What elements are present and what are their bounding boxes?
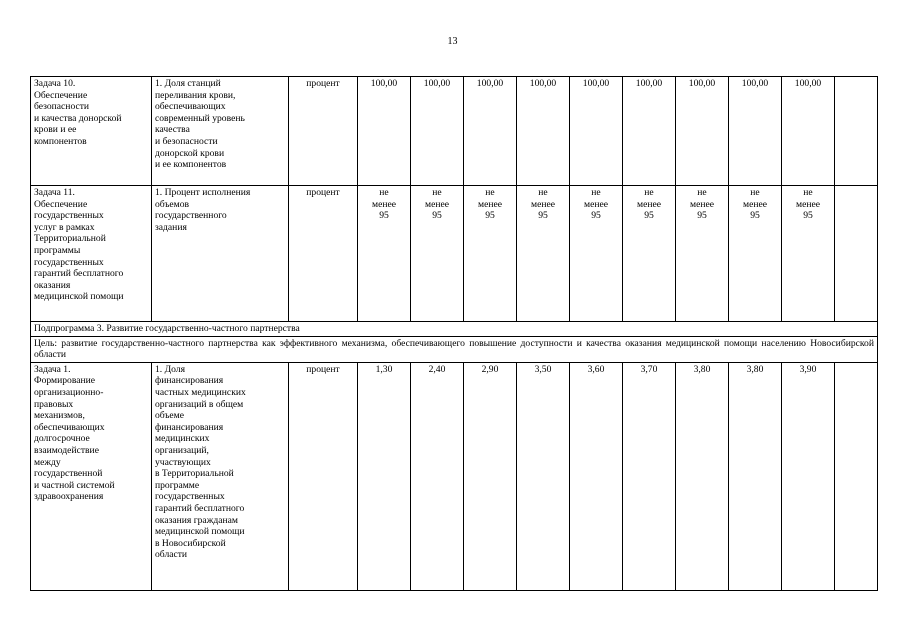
value-cell: 3,90 <box>782 362 835 590</box>
value-cell: 100,00 <box>782 77 835 186</box>
goal-text: Цель: развитие государственно-частного партнерства как эффективного механизма, обеспечивающего повышение доступности и качества оказания медицинской помощи населению Новосибирской области <box>31 336 878 362</box>
value-cell: не менее 95 <box>729 186 782 322</box>
task-cell: Задача 1. Формирование организационно- правовых механизмов, обеспечивающих долгосрочное взаимодействие между государственной и частной системой здравоохранения <box>31 362 152 590</box>
unit-cell: процент <box>289 77 358 186</box>
value-cell: 100,00 <box>729 77 782 186</box>
value-cell: 3,50 <box>517 362 570 590</box>
task-cell: Задача 11. Обеспечение государственных услуг в рамках Территориальной программы государственных гарантий бесплатного оказания медицинской помощи <box>31 186 152 322</box>
value-cell: 100,00 <box>358 77 411 186</box>
indicator-cell: 1. Процент исполнения объемов государственного задания <box>152 186 289 322</box>
indicator-cell: 1. Доля станций переливания крови, обеспечивающих современный уровень качества и безопасности донорской крови и ее компонентов <box>152 77 289 186</box>
value-cell: 3,80 <box>729 362 782 590</box>
table-row <box>31 186 878 322</box>
value-cell: 2,40 <box>411 362 464 590</box>
subprogram-title: Подпрограмма 3. Развитие государственно-частного партнерства <box>31 322 878 337</box>
value-cell: 100,00 <box>517 77 570 186</box>
value-cell: не менее 95 <box>358 186 411 322</box>
subprogram-row <box>31 322 878 337</box>
value-cell: не менее 95 <box>464 186 517 322</box>
table-row <box>31 77 878 186</box>
value-cell: не менее 95 <box>570 186 623 322</box>
task-cell: Задача 10. Обеспечение безопасности и качества донорской крови и ее компонентов <box>31 77 152 186</box>
unit-cell: процент <box>289 186 358 322</box>
empty-cell <box>835 362 878 590</box>
value-cell: 100,00 <box>411 77 464 186</box>
indicators-table <box>30 76 878 591</box>
table-row <box>31 362 878 590</box>
value-cell: 100,00 <box>623 77 676 186</box>
goal-row <box>31 336 878 362</box>
value-cell: не менее 95 <box>517 186 570 322</box>
page-number: 13 <box>447 36 458 47</box>
value-cell: не менее 95 <box>623 186 676 322</box>
value-cell: 100,00 <box>676 77 729 186</box>
empty-cell <box>835 186 878 322</box>
value-cell: 2,90 <box>464 362 517 590</box>
value-cell: 3,60 <box>570 362 623 590</box>
value-cell: не менее 95 <box>411 186 464 322</box>
value-cell: 1,30 <box>358 362 411 590</box>
indicator-cell: 1. Доля финансирования частных медицинских организаций в общем объеме финансирования медицинских организаций, участвующих в Территориальной программе государственных гарантий бесплатного оказания гражданам медицинской помощи в Новосибирской области <box>152 362 289 590</box>
value-cell: 100,00 <box>464 77 517 186</box>
value-cell: 3,70 <box>623 362 676 590</box>
empty-cell <box>835 77 878 186</box>
value-cell: 100,00 <box>570 77 623 186</box>
value-cell: не менее 95 <box>782 186 835 322</box>
value-cell: не менее 95 <box>676 186 729 322</box>
unit-cell: процент <box>289 362 358 590</box>
value-cell: 3,80 <box>676 362 729 590</box>
